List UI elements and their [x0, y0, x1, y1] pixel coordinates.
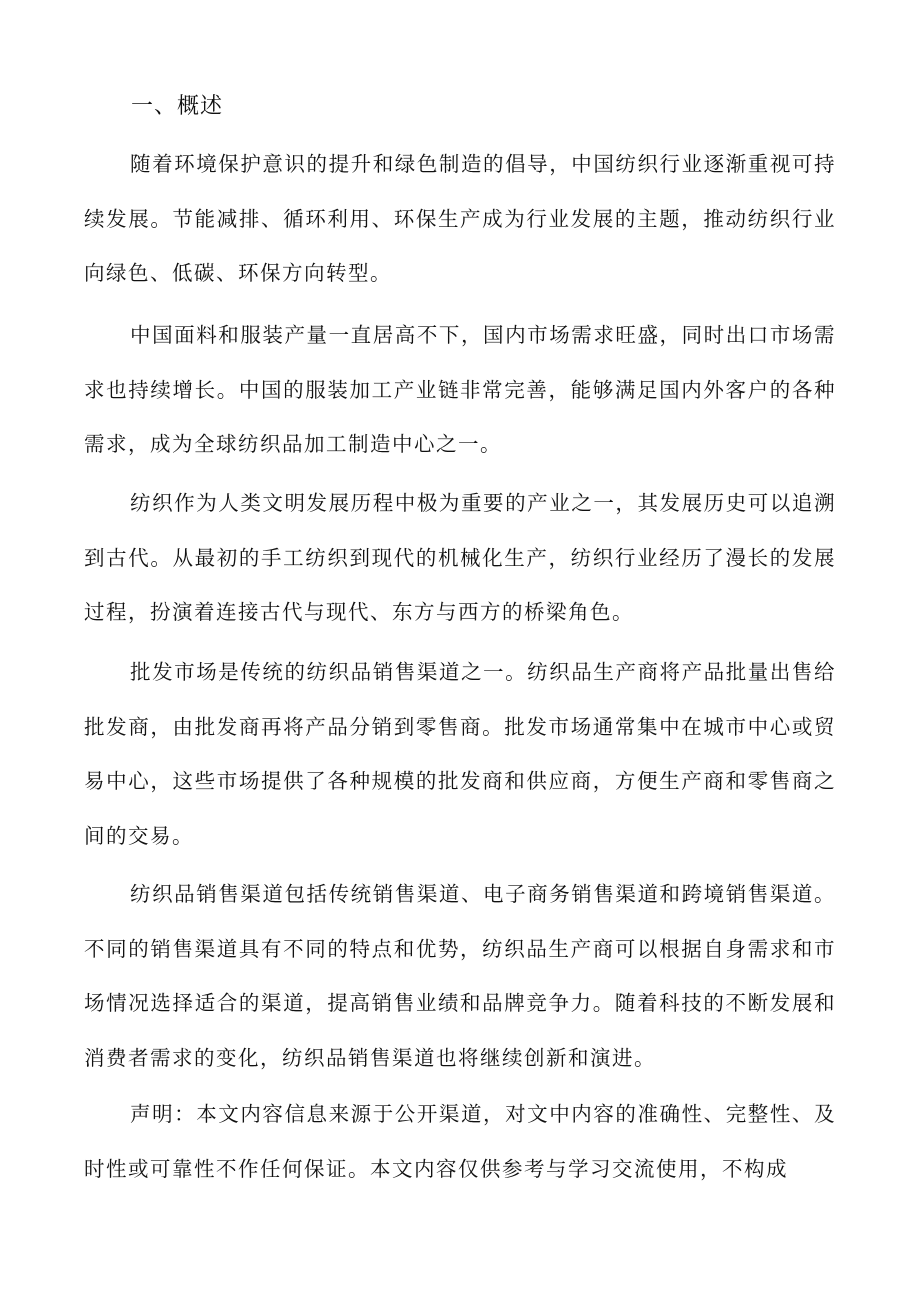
paragraph-green-development: 随着环境保护意识的提升和绿色制造的倡导，中国纺织行业逐渐重视可持续发展。节能减排、循环利用、环保生产成为行业发展的主题，推动纺织行业向绿色、低碳、环保方向转型。: [84, 152, 836, 285]
paragraph-disclaimer: 声明：本文内容信息来源于公开渠道，对文中内容的准确性、完整性、及时性或可靠性不作任何保证。本文内容仅供参考与学习交流使用，不构成: [84, 1102, 836, 1181]
paragraph-sales-channels: 纺织品销售渠道包括传统销售渠道、电子商务销售渠道和跨境销售渠道。不同的销售渠道具有不同的特点和优势，纺织品生产商可以根据自身需求和市场情况选择适合的渠道，提高销售业绩和品牌竞争力。随着科技的不断发展和消费者需求的变化，纺织品销售渠道也将继续创新和演进。: [84, 882, 836, 1070]
section-heading: 一、概述: [131, 94, 224, 119]
paragraph-textile-history: 纺织作为人类文明发展历程中极为重要的产业之一，其发展历史可以追溯到古代。从最初的手工纺织到现代的机械化生产，纺织行业经历了漫长的发展过程，扮演着连接古代与现代、东方与西方的桥梁角色。: [84, 491, 836, 624]
paragraph-wholesale-market: 批发市场是传统的纺织品销售渠道之一。纺织品生产商将产品批量出售给批发商，由批发商再将产品分销到零售商。批发市场通常集中在城市中心或贸易中心，这些市场提供了各种规模的批发商和供应商，方便生产商和零售商之间的交易。: [84, 660, 836, 848]
paragraph-production-market: 中国面料和服装产量一直居高不下，国内市场需求旺盛，同时出口市场需求也持续增长。中国的服装加工产业链非常完善，能够满足国内外客户的各种需求，成为全球纺织品加工制造中心之一。: [84, 323, 836, 456]
